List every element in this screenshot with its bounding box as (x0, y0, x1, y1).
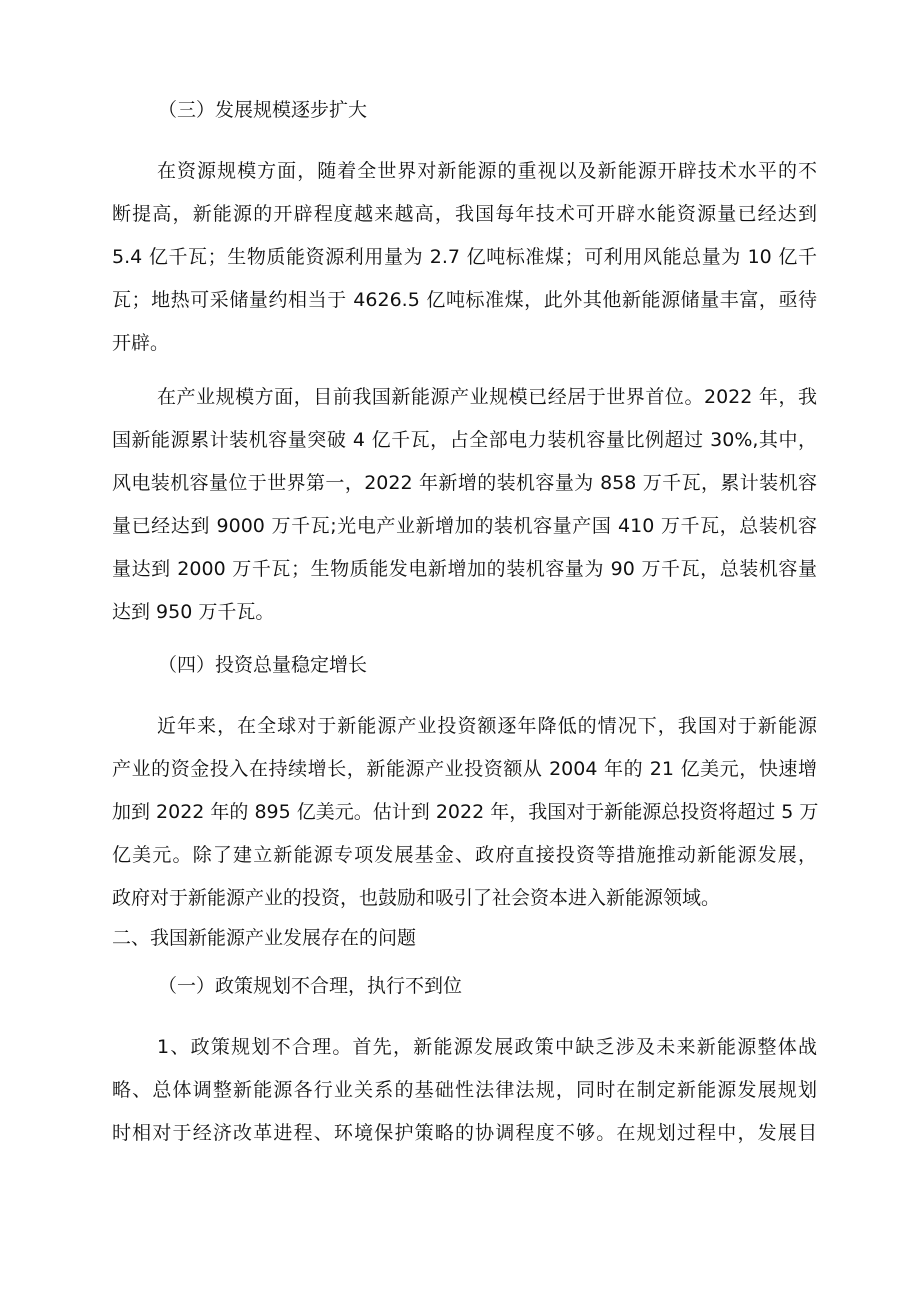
section-heading-investment-growth: （四）投资总量稳定增长 (158, 654, 368, 676)
paragraph-line: 瓦；地热可采储量约相当于 4626.5 亿吨标准煤，此外其他新能源储量丰富，亟待 (112, 289, 817, 311)
paragraph-line: 略、总体调整新能源各行业关系的基础性法律法规，同时在制定新能源发展规划 (112, 1079, 817, 1101)
section-heading-policy-planning: （一）政策规划不合理，执行不到位 (158, 975, 463, 997)
paragraph-line: 产业的资金投入在持续增长，新能源产业投资额从 2004 年的 21 亿美元，快速增 (112, 758, 817, 780)
chapter-heading-problems: 二、我国新能源产业发展存在的问题 (112, 927, 417, 949)
paragraph-line: 达到 950 万千瓦。 (112, 601, 275, 623)
section-heading-development-scale: （三）发展规模逐步扩大 (158, 99, 368, 121)
paragraph-line: 在资源规模方面，随着全世界对新能源的重视以及新能源开辟技术水平的不 (157, 160, 817, 182)
paragraph-line: 亿美元。除了建立新能源专项发展基金、政府直接投资等措施推动新能源发展， (112, 844, 817, 866)
paragraph-line: 开辟。 (112, 332, 170, 354)
paragraph-line: 加到 2022 年的 895 亿美元。估计到 2022 年，我国对于新能源总投资将超过 5 万 (112, 801, 819, 823)
paragraph-line: 断提高，新能源的开辟程度越来越高，我国每年技术可开辟水能资源量已经达到 (112, 203, 817, 225)
paragraph-line: 近年来，在全球对于新能源产业投资额逐年降低的情况下，我国对于新能源 (157, 715, 817, 737)
paragraph-line: 时相对于经济改革进程、环境保护策略的协调程度不够。在规划过程中，发展目 (112, 1122, 817, 1144)
paragraph-line: 5.4 亿千瓦；生物质能资源利用量为 2.7 亿吨标准煤；可利用风能总量为 10 亿千 (112, 246, 817, 268)
paragraph-line: 量已经达到 9000 万千瓦;光电产业新增加的装机容量产国 410 万千瓦，总装机容 (112, 515, 817, 537)
paragraph-line: 政府对于新能源产业的投资，也鼓励和吸引了社会资本进入新能源领域。 (112, 887, 721, 909)
paragraph-line: 1、政策规划不合理。首先，新能源发展政策中缺乏涉及未来新能源整体战 (157, 1036, 817, 1058)
paragraph-line: 国新能源累计装机容量突破 4 亿千瓦，占全部电力装机容量比例超过 30%,其中， (112, 429, 817, 451)
paragraph-line: 风电装机容量位于世界第一，2022 年新增的装机容量为 858 万千瓦，累计装机容 (112, 472, 817, 494)
paragraph-line: 在产业规模方面，目前我国新能源产业规模已经居于世界首位。2022 年，我 (157, 386, 817, 408)
paragraph-line: 量达到 2000 万千瓦；生物质能发电新增加的装机容量为 90 万千瓦，总装机容量 (112, 558, 817, 580)
